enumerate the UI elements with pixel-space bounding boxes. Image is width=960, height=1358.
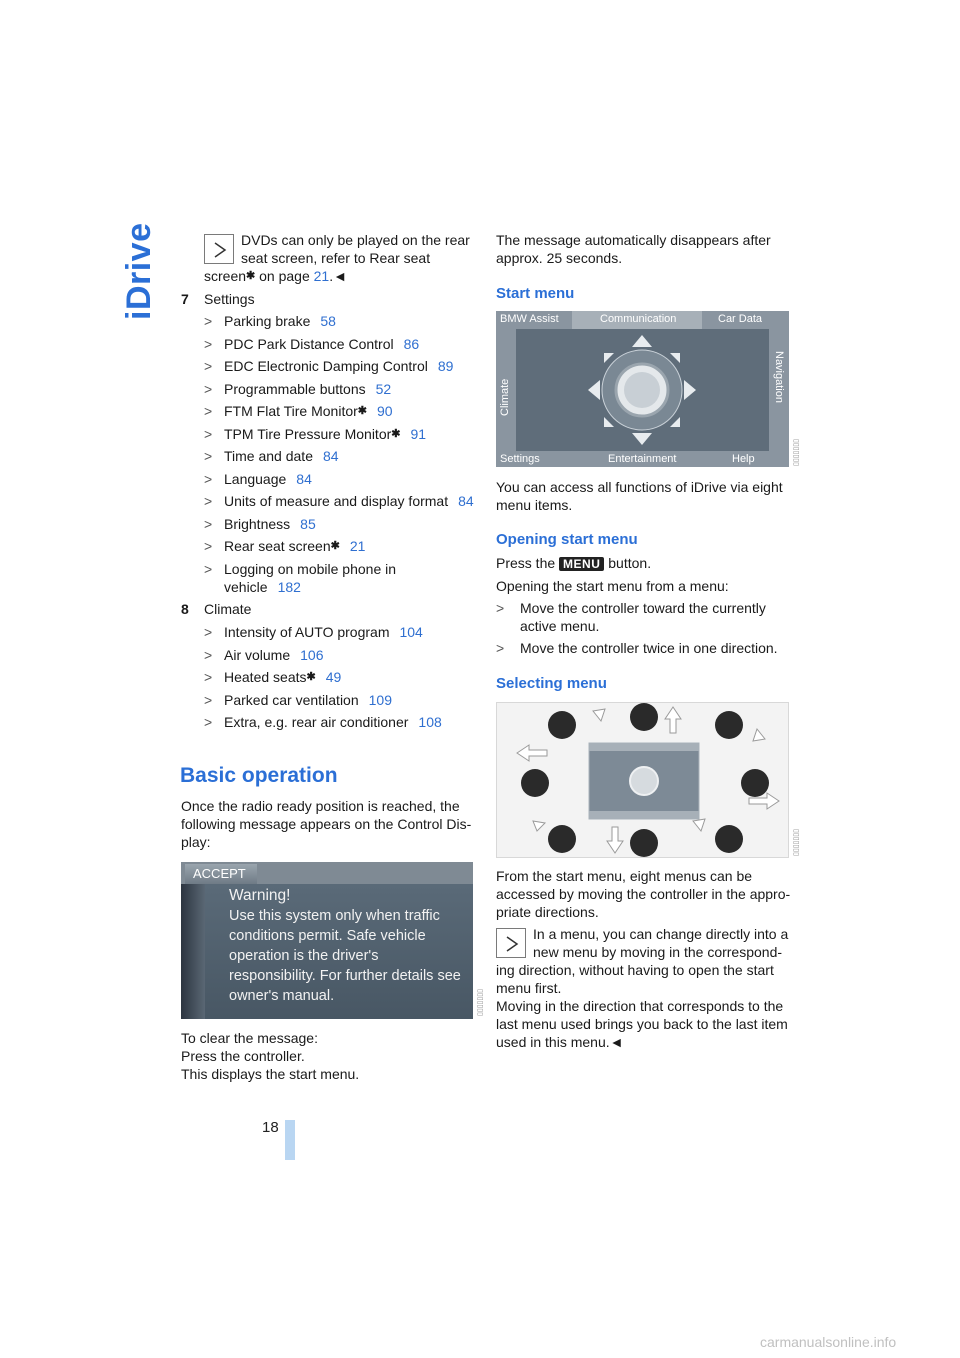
- warning-side-shade: [181, 884, 205, 1019]
- settings-item-label: Rear seat screen: [224, 538, 331, 554]
- tab-navigation[interactable]: Navigation: [773, 351, 785, 403]
- settings-item-page-link[interactable]: 91: [410, 425, 427, 442]
- note2-line-6: last menu used brings you back to the last item: [496, 1016, 788, 1032]
- clear-line-2: Press the controller.: [181, 1048, 305, 1064]
- star-icon: ✱: [246, 270, 256, 282]
- settings-item-text: [224, 537, 365, 555]
- warning-text: [229, 886, 461, 1006]
- footer-watermark: carmanualsonline.info: [760, 1334, 897, 1350]
- climate-item-label: Extra, e.g. rear air conditioner: [224, 714, 409, 730]
- access-line-1: You can access all functions of iDrive via eight: [496, 479, 783, 495]
- warning-line: responsibility. For further details see: [229, 968, 461, 984]
- msg-line-2: approx. 25 seconds.: [496, 250, 623, 266]
- settings-item-label: Units of measure and display format: [224, 493, 449, 509]
- item-8-label: Climate: [204, 601, 252, 617]
- settings-item-text: [224, 357, 453, 375]
- access-line-2: menu items.: [496, 497, 573, 513]
- settings-item-text: [224, 312, 336, 330]
- climate-item-page-link[interactable]: 109: [368, 691, 392, 708]
- settings-item-text: [224, 515, 316, 533]
- chevron-icon: >: [204, 515, 213, 532]
- settings-item-text: [224, 402, 393, 420]
- start-menu-screen: [496, 311, 789, 467]
- direction-diagram: [497, 703, 789, 858]
- chevron-icon: >: [204, 561, 213, 577]
- star-icon: ✱: [306, 671, 316, 683]
- basic-p1: Once the radio ready position is reached, the: [181, 798, 460, 814]
- chevron-icon: >: [204, 538, 213, 554]
- opening-start-menu-heading: Opening start menu: [496, 531, 638, 548]
- star-icon: ✱: [357, 405, 368, 417]
- climate-item-label: Parked car ventilation: [224, 691, 359, 708]
- settings-item-page-link[interactable]: 90: [377, 403, 393, 419]
- settings-item-label: TPM Tire Pressure Monitor: [224, 425, 392, 442]
- settings-item-label: EDC Electronic Damping Control: [224, 358, 428, 374]
- tab-entertainment[interactable]: Entertainment: [608, 453, 677, 465]
- settings-item-label: Time and date: [224, 448, 313, 464]
- chevron-icon: >: [204, 669, 213, 685]
- item-8-number: 8: [181, 601, 189, 617]
- note-line-3-text: screen: [204, 268, 247, 284]
- basic-p3: play:: [181, 834, 211, 850]
- chevron-icon: >: [204, 646, 213, 663]
- image-code-label-3: ▯▯▯▯▯▯▯: [793, 829, 800, 856]
- press-menu-line: [496, 554, 651, 572]
- basic-p2: following message appears on the Control Dis-: [181, 816, 472, 832]
- item-7-label: Settings: [204, 291, 255, 307]
- climate-item-text: [224, 713, 442, 731]
- star-icon: ✱: [330, 540, 340, 552]
- chevron-icon: >: [204, 691, 213, 708]
- chevron-icon: >: [204, 403, 213, 419]
- start-menu-heading: Start menu: [496, 285, 575, 302]
- settings-item-text: [224, 380, 391, 398]
- warning-line: conditions permit. Safe vehicle: [229, 928, 426, 944]
- note2-line-5: Moving in the direction that corresponds to the: [496, 998, 784, 1014]
- settings-item-label: FTM Flat Tire Monitor: [224, 403, 358, 419]
- warning-line: Use this system only when traffic: [229, 908, 440, 924]
- logging-line-1: Logging on mobile phone in: [224, 561, 397, 577]
- settings-item-page-link[interactable]: 52: [375, 380, 392, 397]
- press-post: button.: [608, 555, 652, 571]
- chevron-icon: >: [204, 358, 213, 374]
- settings-item-page-link[interactable]: 21: [349, 538, 366, 554]
- climate-item-page-link[interactable]: 106: [300, 646, 324, 663]
- chevron-icon: >: [204, 313, 213, 329]
- menu-button-icon: MENU: [559, 557, 604, 571]
- selecting-menu-heading: Selecting menu: [496, 675, 607, 692]
- note-line-2: seat screen, refer to Rear seat: [241, 250, 431, 266]
- tab-communication[interactable]: Communication: [600, 313, 677, 325]
- settings-item-page-link[interactable]: 84: [322, 448, 339, 464]
- chevron-icon: >: [496, 600, 505, 616]
- warning-line: operation is the driver's: [229, 948, 379, 964]
- bullet-2: Move the controller twice in one direction.: [520, 640, 778, 656]
- tab-help[interactable]: Help: [732, 453, 755, 465]
- warning-line: owner's manual.: [229, 988, 335, 1004]
- note-icon: [204, 234, 234, 264]
- controller-graphic: [516, 329, 769, 451]
- select-line-1: From the start menu, eight menus can be: [496, 868, 753, 884]
- tab-car-data[interactable]: Car Data: [718, 313, 763, 325]
- accept-tab[interactable]: ACCEPT: [185, 864, 257, 884]
- climate-item-text: [224, 646, 324, 664]
- logging-line-2: [224, 578, 301, 596]
- climate-item-page-link[interactable]: 108: [418, 714, 442, 730]
- chevron-icon: >: [204, 425, 213, 442]
- chevron-icon: >: [496, 640, 505, 656]
- clear-line-3: This displays the start menu.: [181, 1066, 360, 1082]
- settings-item-text: [224, 447, 339, 465]
- settings-item-page-link[interactable]: 86: [403, 335, 420, 352]
- settings-item-text: [224, 425, 426, 443]
- opening-from-line: Opening the start menu from a menu:: [496, 578, 729, 594]
- select-line-3: priate directions.: [496, 904, 599, 920]
- selecting-menu-graphic: [496, 702, 789, 858]
- note-icon: [496, 928, 526, 958]
- basic-operation-heading: Basic operation: [180, 764, 338, 787]
- settings-item-page-link[interactable]: 84: [458, 493, 474, 509]
- tab-climate[interactable]: Climate: [499, 378, 511, 416]
- logging-text: vehicle: [224, 579, 268, 595]
- chevron-icon: >: [204, 470, 213, 487]
- climate-item-text: [224, 623, 423, 641]
- tab-bmw-assist[interactable]: BMW Assist: [500, 313, 559, 325]
- climate-item-text: [224, 668, 341, 686]
- note2-line-2: new menu by moving in the correspond-: [533, 944, 783, 960]
- image-code-label: ▯▯▯▯▯▯▯: [477, 989, 484, 1016]
- note2-line-1: In a menu, you can change directly into a: [533, 926, 789, 942]
- page-marker-bar: [285, 1120, 295, 1160]
- climate-item-label: Heated seats: [224, 669, 307, 685]
- press-pre: Press the: [496, 555, 556, 571]
- settings-item-page-link[interactable]: 84: [296, 470, 312, 487]
- page-number: 18: [262, 1119, 279, 1136]
- settings-item-text: [224, 470, 312, 488]
- chevron-icon: >: [204, 493, 213, 509]
- settings-item-label: Parking brake: [224, 313, 311, 329]
- settings-item-text: [224, 335, 419, 353]
- settings-item-page-link[interactable]: 85: [300, 515, 316, 532]
- climate-item-label: Intensity of AUTO program: [224, 624, 390, 640]
- climate-item-page-link[interactable]: 104: [399, 624, 423, 640]
- climate-item-page-link[interactable]: 49: [325, 669, 342, 685]
- warning-line: Warning!: [229, 887, 291, 904]
- note-line-3: [204, 267, 347, 285]
- settings-item-label: PDC Park Distance Control: [224, 335, 394, 352]
- warning-screen: [181, 862, 473, 1019]
- clear-line-1: To clear the message:: [181, 1030, 318, 1046]
- note-line-3-end: .◄: [329, 268, 347, 284]
- chevron-icon: >: [204, 448, 213, 464]
- note2-line-4: menu first.: [496, 980, 562, 996]
- image-code-label-2: ▯▯▯▯▯▯▯: [793, 439, 800, 466]
- select-line-2: accessed by moving the controller in the appro-: [496, 886, 791, 902]
- note2-line-7: used in this menu.◄: [496, 1034, 624, 1050]
- tab-settings[interactable]: Settings: [500, 453, 540, 465]
- settings-item-page-link[interactable]: 58: [320, 313, 336, 329]
- star-icon: ✱: [391, 427, 401, 440]
- climate-item-text: [224, 691, 392, 709]
- settings-item-label: Programmable buttons: [224, 380, 366, 397]
- settings-item-label: Brightness: [224, 515, 291, 532]
- chevron-icon: >: [204, 624, 213, 640]
- settings-item-page-link[interactable]: 89: [437, 358, 454, 374]
- note2-line-3: ing direction, without having to open the start: [496, 962, 774, 978]
- bullet-1-line-1: Move the controller toward the currently: [520, 600, 766, 616]
- bullet-1-line-2: active menu.: [520, 618, 600, 634]
- section-tab: [112, 222, 158, 322]
- climate-item-label: Air volume: [224, 646, 291, 663]
- note-page-link[interactable]: 21: [313, 268, 330, 284]
- note-line-3-mid: on page: [255, 268, 314, 284]
- settings-item-text: [224, 492, 474, 510]
- msg-line-1: The message automatically disappears after: [496, 232, 771, 248]
- note-line-1: DVDs can only be played on the rear: [241, 232, 470, 248]
- chevron-icon: >: [204, 714, 213, 730]
- logging-page-link[interactable]: 182: [277, 579, 301, 595]
- item-7-number: 7: [181, 291, 189, 307]
- section-tab-label: iDrive: [120, 222, 158, 320]
- chevron-icon: >: [204, 335, 213, 352]
- settings-item-label: Language: [224, 470, 287, 487]
- chevron-icon: >: [204, 380, 213, 397]
